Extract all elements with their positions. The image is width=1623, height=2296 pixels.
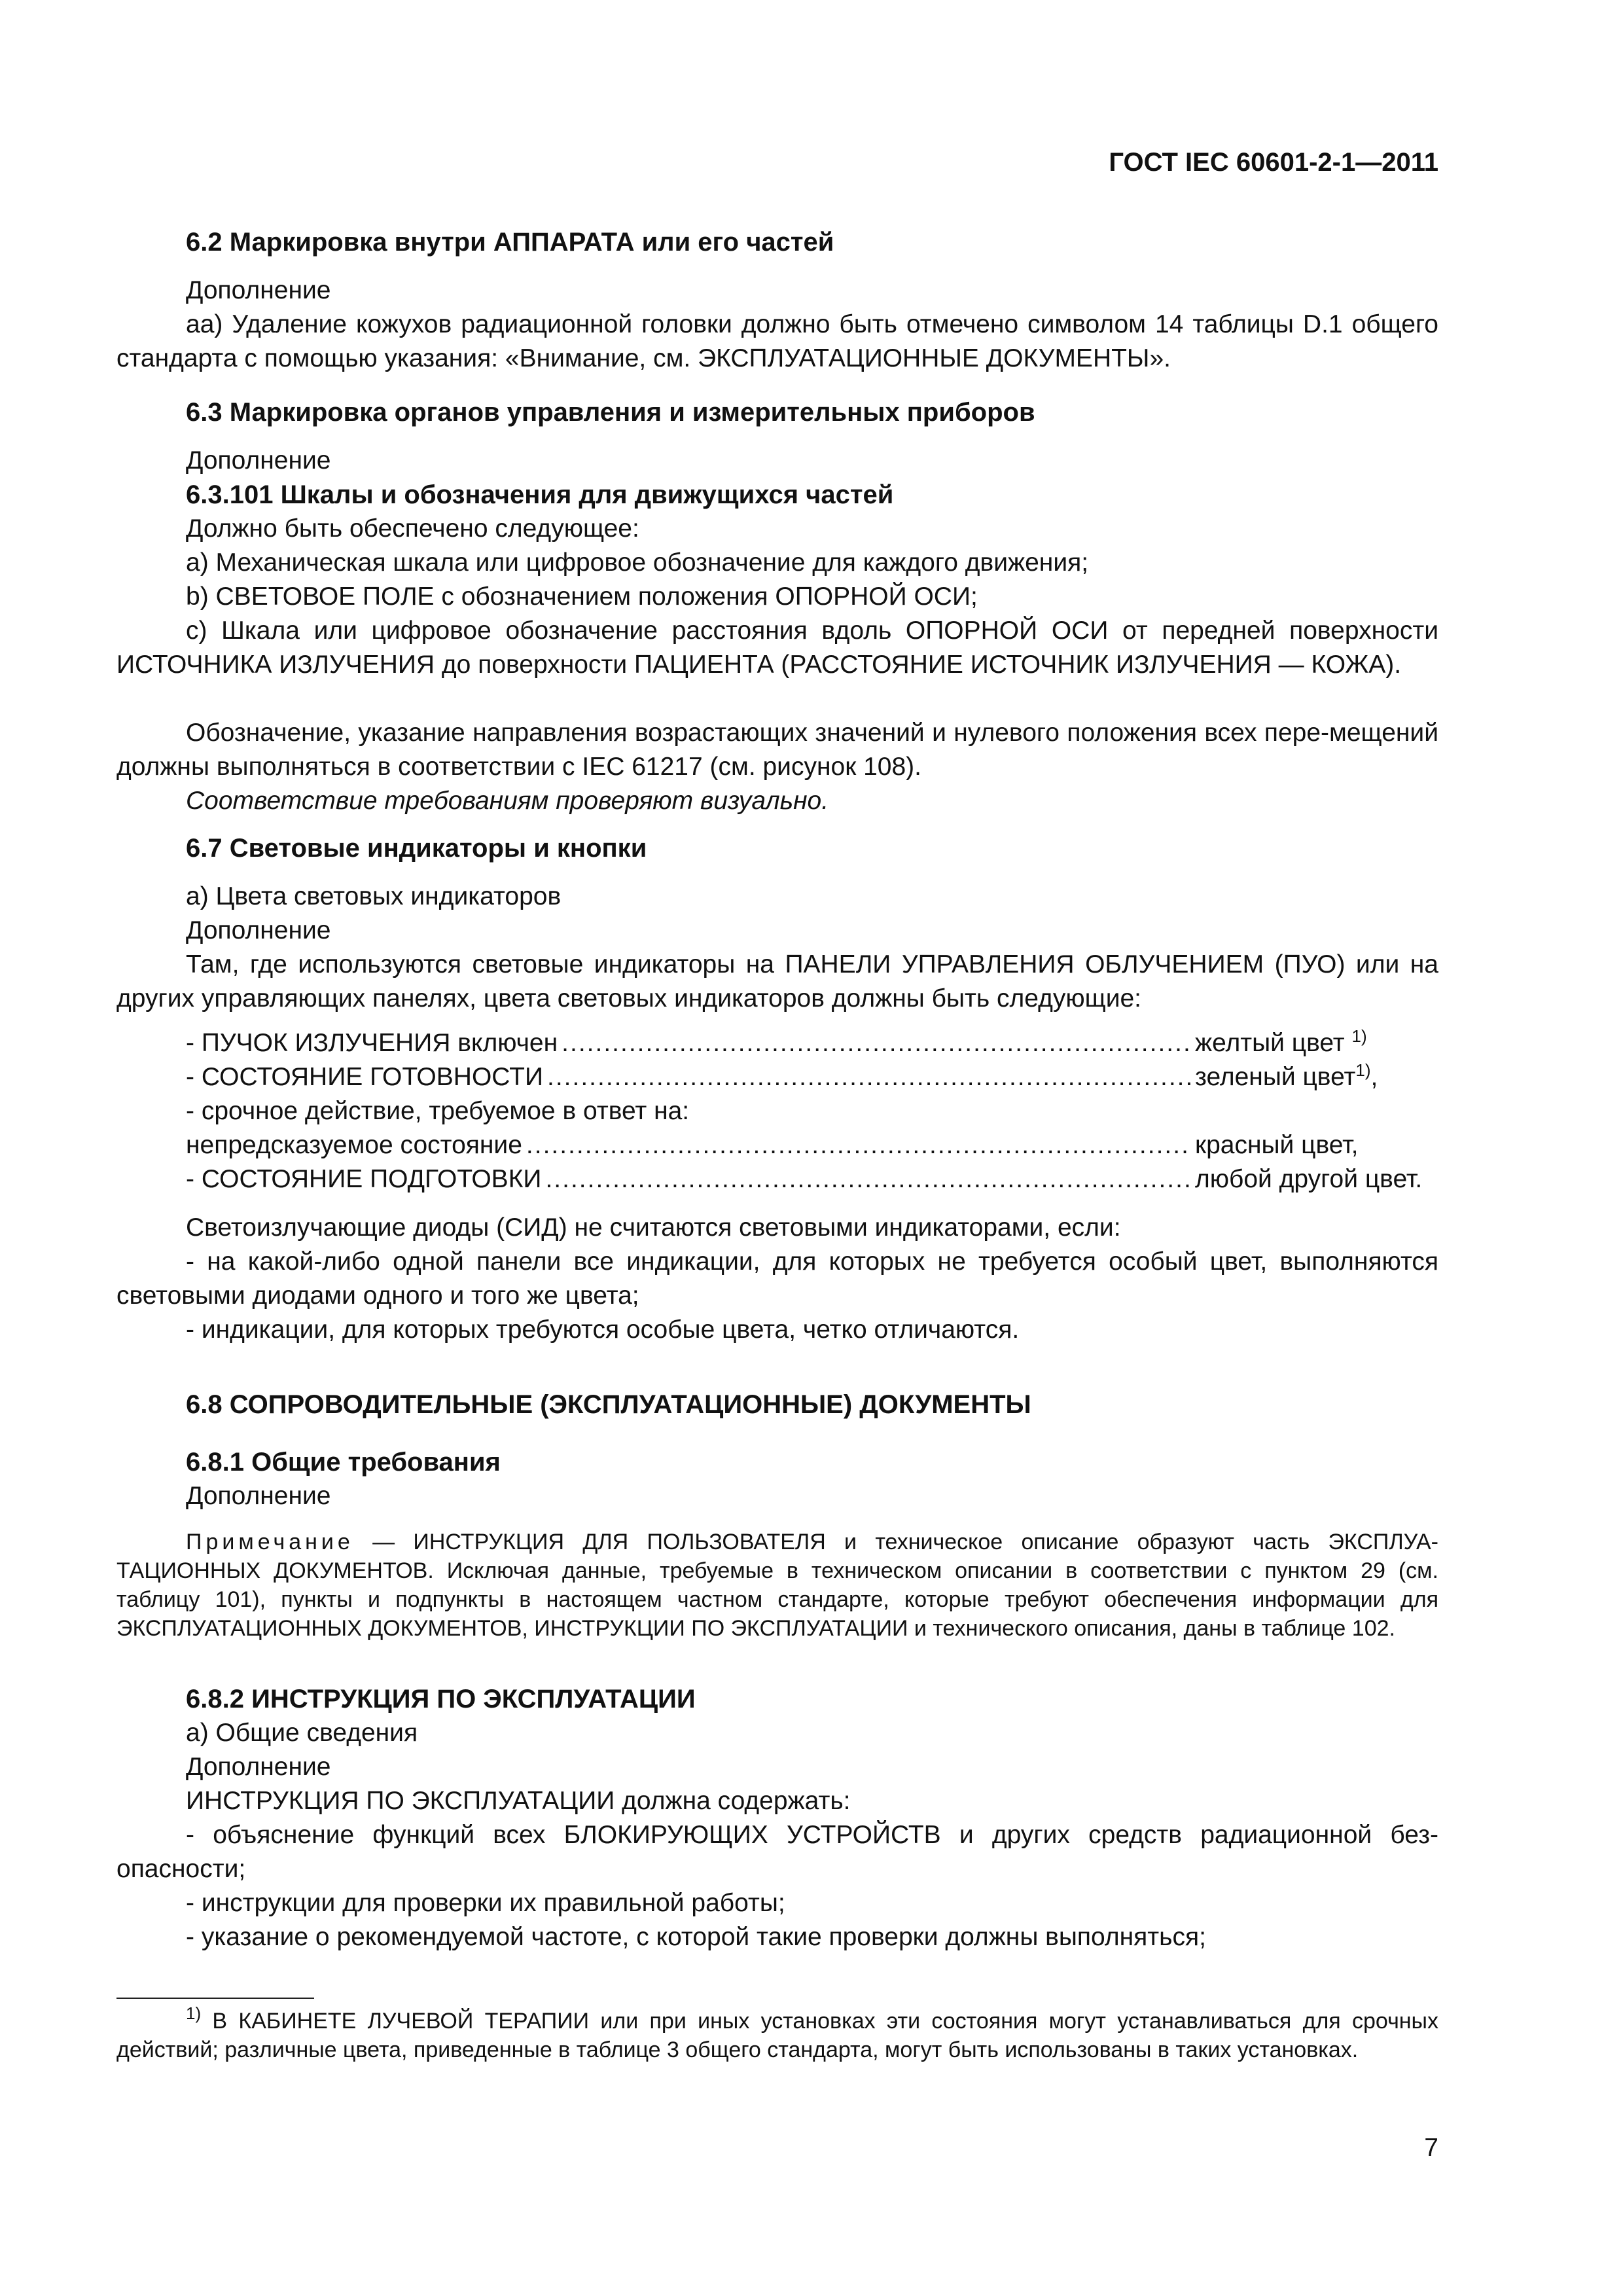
section-6-8-2-item-1: - объяснение функций всех БЛОКИРУЮЩИХ УСТРОЙСТВ и других средств радиационной без-опасности;: [116, 1821, 1438, 1883]
indicator-label: - СОСТОЯНИЕ ПОДГОТОВКИ: [186, 1165, 542, 1193]
section-6-3-101-title: 6.3.101 Шкалы и обозначения для движущихся частей: [186, 480, 894, 509]
footnote-ref: 1): [1351, 1026, 1367, 1046]
indicator-label: непредсказуемое состояние: [186, 1131, 522, 1159]
dot-leader: [547, 1060, 1191, 1094]
section-6-8-2-item-2: - инструкции для проверки их правильной работы;: [186, 1889, 785, 1917]
section-6-8-title: 6.8 СОПРОВОДИТЕЛЬНЫЕ (ЭКСПЛУАТАЦИОННЫЕ) ДОКУМЕНТЫ: [186, 1390, 1031, 1419]
section-6-8-2-title: 6.8.2 ИНСТРУКЦИЯ ПО ЭКСПЛУАТАЦИИ: [186, 1685, 696, 1713]
section-6-7-title: 6.7 Световые индикаторы и кнопки: [186, 834, 647, 863]
dot-leader: [545, 1162, 1191, 1196]
indicator-urgent-label: - срочное действие, требуемое в ответ на:: [186, 1097, 690, 1125]
section-6-7-addition: Дополнение: [186, 916, 331, 944]
led-intro: Светоизлучающие диоды (СИД) не считаются световыми индикаторами, если:: [186, 1213, 1121, 1242]
standard-header: ГОСТ IEC 60601-2-1—2011: [1109, 148, 1438, 177]
note-paragraph: [116, 1528, 1438, 1643]
indicator-row: [186, 1026, 1438, 1060]
section-6-8-1-addition: Дополнение: [186, 1482, 331, 1510]
section-6-3-designation: Обозначение, указание направления возрастающих значений и нулевого положения всех пере-мещений должны выполняться в соответствии с IEC 61217 (см. рисунок 108).: [116, 719, 1438, 781]
section-6-3-item-a: a) Механическая шкала или цифровое обозначение для каждого движения;: [186, 548, 1089, 577]
section-6-3-compliance: Соответствие требованиям проверяют визуально.: [186, 787, 829, 815]
indicator-color: желтый цвет: [1195, 1029, 1345, 1057]
indicator-row: [186, 1162, 1438, 1196]
section-6-2-title: 6.2 Маркировка внутри АППАРАТА или его частей: [186, 228, 834, 257]
note-text: — ИНСТРУКЦИЯ ДЛЯ ПОЛЬЗОВАТЕЛЯ и техническое описание образуют часть ЭКСПЛУА-ТАЦИОННЫХ ДОКУМЕНТОВ. Исключая данные, требуемые в техническом описании в соответствии с пунктом 29 (см. таблицу 101), пункты и подпункты в настоящем частном стандарте, которые требуют обеспечения информации для ЭКСПЛУАТАЦИОННЫХ ДОКУМЕНТОВ, ИНСТРУКЦИИ ПО ЭКСПЛУАТАЦИИ и технического описания, даны в таблице 102.: [116, 1530, 1438, 1641]
indicator-color: зеленый цвет: [1195, 1063, 1356, 1091]
indicator-color: любой другой цвет.: [1195, 1165, 1423, 1193]
section-6-2-addition: Дополнение: [186, 276, 331, 304]
led-item-2: - индикации, для которых требуются особые цвета, четко отличаются.: [186, 1316, 1020, 1344]
footnote-text: В КАБИНЕТЕ ЛУЧЕВОЙ ТЕРАПИИ или при иных установках эти состояния могут устанавливаться для срочных действий; различные цвета, приведенные в таблице 3 общего стандарта, могут быть использованы в таких установках.: [116, 2009, 1438, 2062]
section-6-7-text: Там, где используются световые индикаторы на ПАНЕЛИ УПРАВЛЕНИЯ ОБЛУЧЕНИЕМ (ПУО) или на других управляющих панелях, цвета световых индикаторов должны быть следующие:: [116, 950, 1438, 1013]
section-6-3-item-b: b) СВЕТОВОЕ ПОЛЕ с обозначением положения ОПОРНОЙ ОСИ;: [186, 583, 978, 611]
section-6-3-addition: Дополнение: [186, 446, 331, 475]
section-6-3-item-c: c) Шкала или цифровое обозначение расстояния вдоль ОПОРНОЙ ОСИ от передней поверхности ИСТОЧНИКА ИЗЛУЧЕНИЯ до поверхности ПАЦИЕНТА (РАССТОЯНИЕ ИСТОЧНИК ИЗЛУЧЕНИЯ — КОЖА).: [116, 617, 1438, 679]
indicator-tail: ,: [1370, 1063, 1378, 1091]
footnote-ref: 1): [1355, 1060, 1371, 1080]
dot-leader: [526, 1128, 1191, 1162]
section-6-8-2-item-a: a) Общие сведения: [186, 1719, 418, 1747]
indicator-label: - ПУЧОК ИЗЛУЧЕНИЯ включен: [186, 1029, 558, 1057]
footnote: [116, 2003, 1438, 2064]
indicator-row: [186, 1060, 1438, 1094]
section-6-8-2-item-3: - указание о рекомендуемой частоте, с которой такие проверки должны выполняться;: [186, 1923, 1206, 1951]
section-6-7-item-a: a) Цвета световых индикаторов: [186, 882, 562, 910]
note-label: Примечание: [186, 1530, 354, 1554]
section-6-3-intro: Должно быть обеспечено следующее:: [186, 514, 639, 543]
indicator-row: [186, 1128, 1438, 1162]
indicator-color: красный цвет,: [1195, 1131, 1359, 1159]
section-6-8-1-title: 6.8.1 Общие требования: [186, 1448, 501, 1477]
section-6-8-2-intro: ИНСТРУКЦИЯ ПО ЭКСПЛУАТАЦИИ должна содержать:: [186, 1787, 851, 1815]
section-6-2-aa: аа) Удаление кожухов радиационной головки должно быть отмечено символом 14 таблицы D.1 общего стандарта с помощью указания: «Внимание, см. ЭКСПЛУАТАЦИОННЫЕ ДОКУМЕНТЫ».: [116, 310, 1438, 372]
section-6-8-2-addition: Дополнение: [186, 1753, 331, 1781]
section-6-3-title: 6.3 Маркировка органов управления и измерительных приборов: [186, 398, 1035, 427]
led-item-1: - на какой-либо одной панели все индикации, для которых не требуется особый цвет, выполняются световыми диодами одного и того же цвета;: [116, 1247, 1438, 1310]
footnote-separator: [116, 1998, 314, 1999]
footnote-mark: 1): [186, 2003, 202, 2023]
dot-leader: [562, 1026, 1191, 1060]
indicator-label: - СОСТОЯНИЕ ГОТОВНОСТИ: [186, 1063, 543, 1091]
page-number: 7: [1424, 2134, 1438, 2162]
